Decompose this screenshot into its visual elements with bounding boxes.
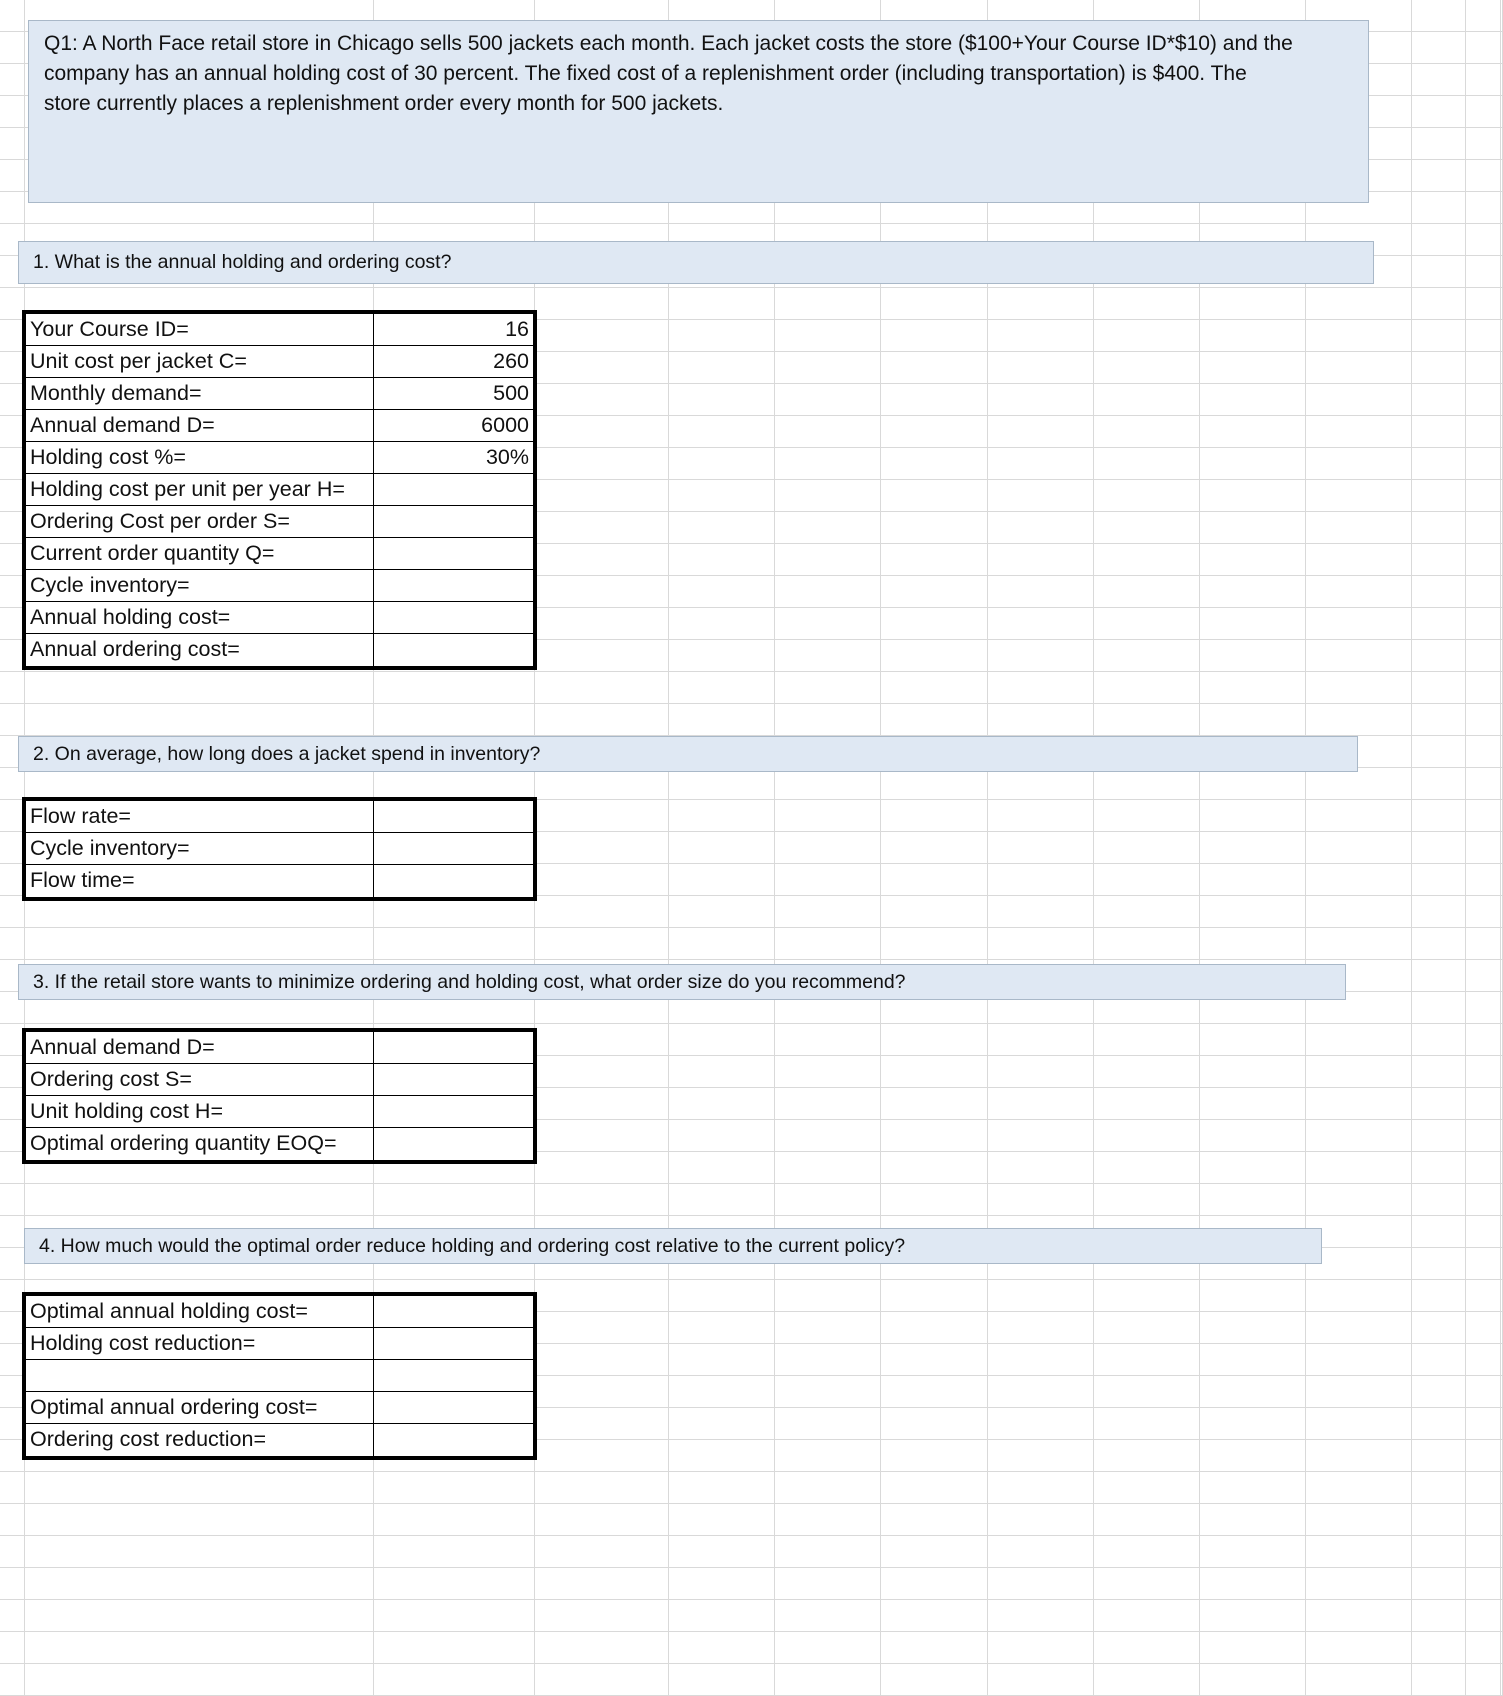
- problem-line: store currently places a replenishment order every month for 500 jackets.: [44, 92, 724, 115]
- cell-label[interactable]: Optimal ordering quantity EOQ=: [26, 1128, 374, 1160]
- cell-label[interactable]: Ordering Cost per order S=: [26, 506, 374, 537]
- cell-label[interactable]: Holding cost reduction=: [26, 1328, 374, 1359]
- table-row: [26, 1360, 533, 1392]
- table-row: [26, 474, 533, 506]
- cell-label[interactable]: Holding cost per unit per year H=: [26, 474, 374, 505]
- table-row: [26, 833, 533, 865]
- cell-label[interactable]: Flow rate=: [26, 801, 374, 832]
- cell-label[interactable]: Flow time=: [26, 865, 374, 897]
- cell-label[interactable]: Annual demand D=: [26, 1032, 374, 1063]
- cell-label[interactable]: Your Course ID=: [26, 314, 374, 345]
- q4-table: [22, 1292, 537, 1460]
- cell-label[interactable]: Optimal annual ordering cost=: [26, 1392, 374, 1423]
- cell-label[interactable]: Ordering cost reduction=: [26, 1424, 374, 1456]
- table-row: [26, 602, 533, 634]
- table-row: [26, 314, 533, 346]
- table-row: [26, 346, 533, 378]
- cell-value[interactable]: 260: [493, 349, 529, 373]
- cell-value[interactable]: [374, 1296, 533, 1327]
- cell-value[interactable]: [374, 833, 533, 864]
- table-row: [26, 1392, 533, 1424]
- cell-label[interactable]: [26, 1360, 374, 1391]
- table-row: [26, 634, 533, 666]
- cell-value[interactable]: 500: [493, 381, 529, 405]
- cell-value[interactable]: [374, 865, 533, 897]
- q3-table: [22, 1028, 537, 1164]
- cell-value[interactable]: 30%: [485, 445, 529, 469]
- table-row: [26, 865, 533, 897]
- table-row: [26, 570, 533, 602]
- cell-value[interactable]: [374, 474, 533, 505]
- table-row: [26, 378, 533, 410]
- table-row: [26, 442, 533, 474]
- cell-value[interactable]: [374, 1328, 533, 1359]
- table-row: [26, 1064, 533, 1096]
- table-row: [26, 1096, 533, 1128]
- cell-value[interactable]: [374, 570, 533, 601]
- table-row: [26, 538, 533, 570]
- cell-label[interactable]: Annual holding cost=: [26, 602, 374, 633]
- cell-value[interactable]: [374, 1064, 533, 1095]
- question-1-box[interactable]: [18, 241, 1374, 284]
- q1-table: [22, 310, 537, 670]
- problem-line: Q1: A North Face retail store in Chicago sells 500 jackets each month. Each jacket costs the store ($100+Your Course ID*$10) and the: [44, 32, 1293, 55]
- table-row: [26, 1032, 533, 1064]
- cell-value[interactable]: [374, 538, 533, 569]
- question-4-box[interactable]: [24, 1228, 1322, 1264]
- table-row: [26, 1328, 533, 1360]
- q2-table: [22, 797, 537, 901]
- cell-label[interactable]: Optimal annual holding cost=: [26, 1296, 374, 1327]
- cell-label[interactable]: Annual ordering cost=: [26, 634, 374, 666]
- question-3-text: 3. If the retail store wants to minimize ordering and holding cost, what order size do you recommend?: [33, 970, 906, 993]
- cell-label[interactable]: Cycle inventory=: [26, 833, 374, 864]
- cell-label[interactable]: Current order quantity Q=: [26, 538, 374, 569]
- table-row: [26, 1296, 533, 1328]
- cell-value[interactable]: [374, 634, 533, 666]
- cell-label[interactable]: Holding cost %=: [26, 442, 374, 473]
- cell-label[interactable]: Unit holding cost H=: [26, 1096, 374, 1127]
- cell-value[interactable]: [374, 1424, 533, 1456]
- table-row: [26, 506, 533, 538]
- cell-label[interactable]: Cycle inventory=: [26, 570, 374, 601]
- cell-value[interactable]: 6000: [481, 413, 529, 437]
- cell-label[interactable]: Ordering cost S=: [26, 1064, 374, 1095]
- table-row: [26, 1424, 533, 1456]
- cell-value[interactable]: [374, 1392, 533, 1423]
- cell-label[interactable]: Unit cost per jacket C=: [26, 346, 374, 377]
- question-2-box[interactable]: [18, 736, 1358, 772]
- cell-value[interactable]: [374, 506, 533, 537]
- problem-line: company has an annual holding cost of 30 percent. The fixed cost of a replenishment order (including transportation) is $400. The: [44, 62, 1247, 85]
- question-4-text: 4. How much would the optimal order reduce holding and ordering cost relative to the current policy?: [39, 1234, 906, 1257]
- cell-value[interactable]: 16: [505, 317, 529, 341]
- cell-value[interactable]: [374, 1360, 533, 1391]
- cell-value[interactable]: [374, 1096, 533, 1127]
- question-1-text: 1. What is the annual holding and ordering cost?: [33, 251, 452, 273]
- table-row: [26, 801, 533, 833]
- question-2-text: 2. On average, how long does a jacket spend in inventory?: [33, 742, 541, 765]
- cell-label[interactable]: Monthly demand=: [26, 378, 374, 409]
- cell-label[interactable]: Annual demand D=: [26, 410, 374, 441]
- cell-value[interactable]: [374, 801, 533, 832]
- cell-value[interactable]: [374, 1128, 533, 1160]
- problem-statement-box[interactable]: [28, 20, 1369, 203]
- cell-value[interactable]: [374, 1032, 533, 1063]
- table-row: [26, 1128, 533, 1160]
- question-3-box[interactable]: [18, 964, 1346, 1000]
- table-row: [26, 410, 533, 442]
- cell-value[interactable]: [374, 602, 533, 633]
